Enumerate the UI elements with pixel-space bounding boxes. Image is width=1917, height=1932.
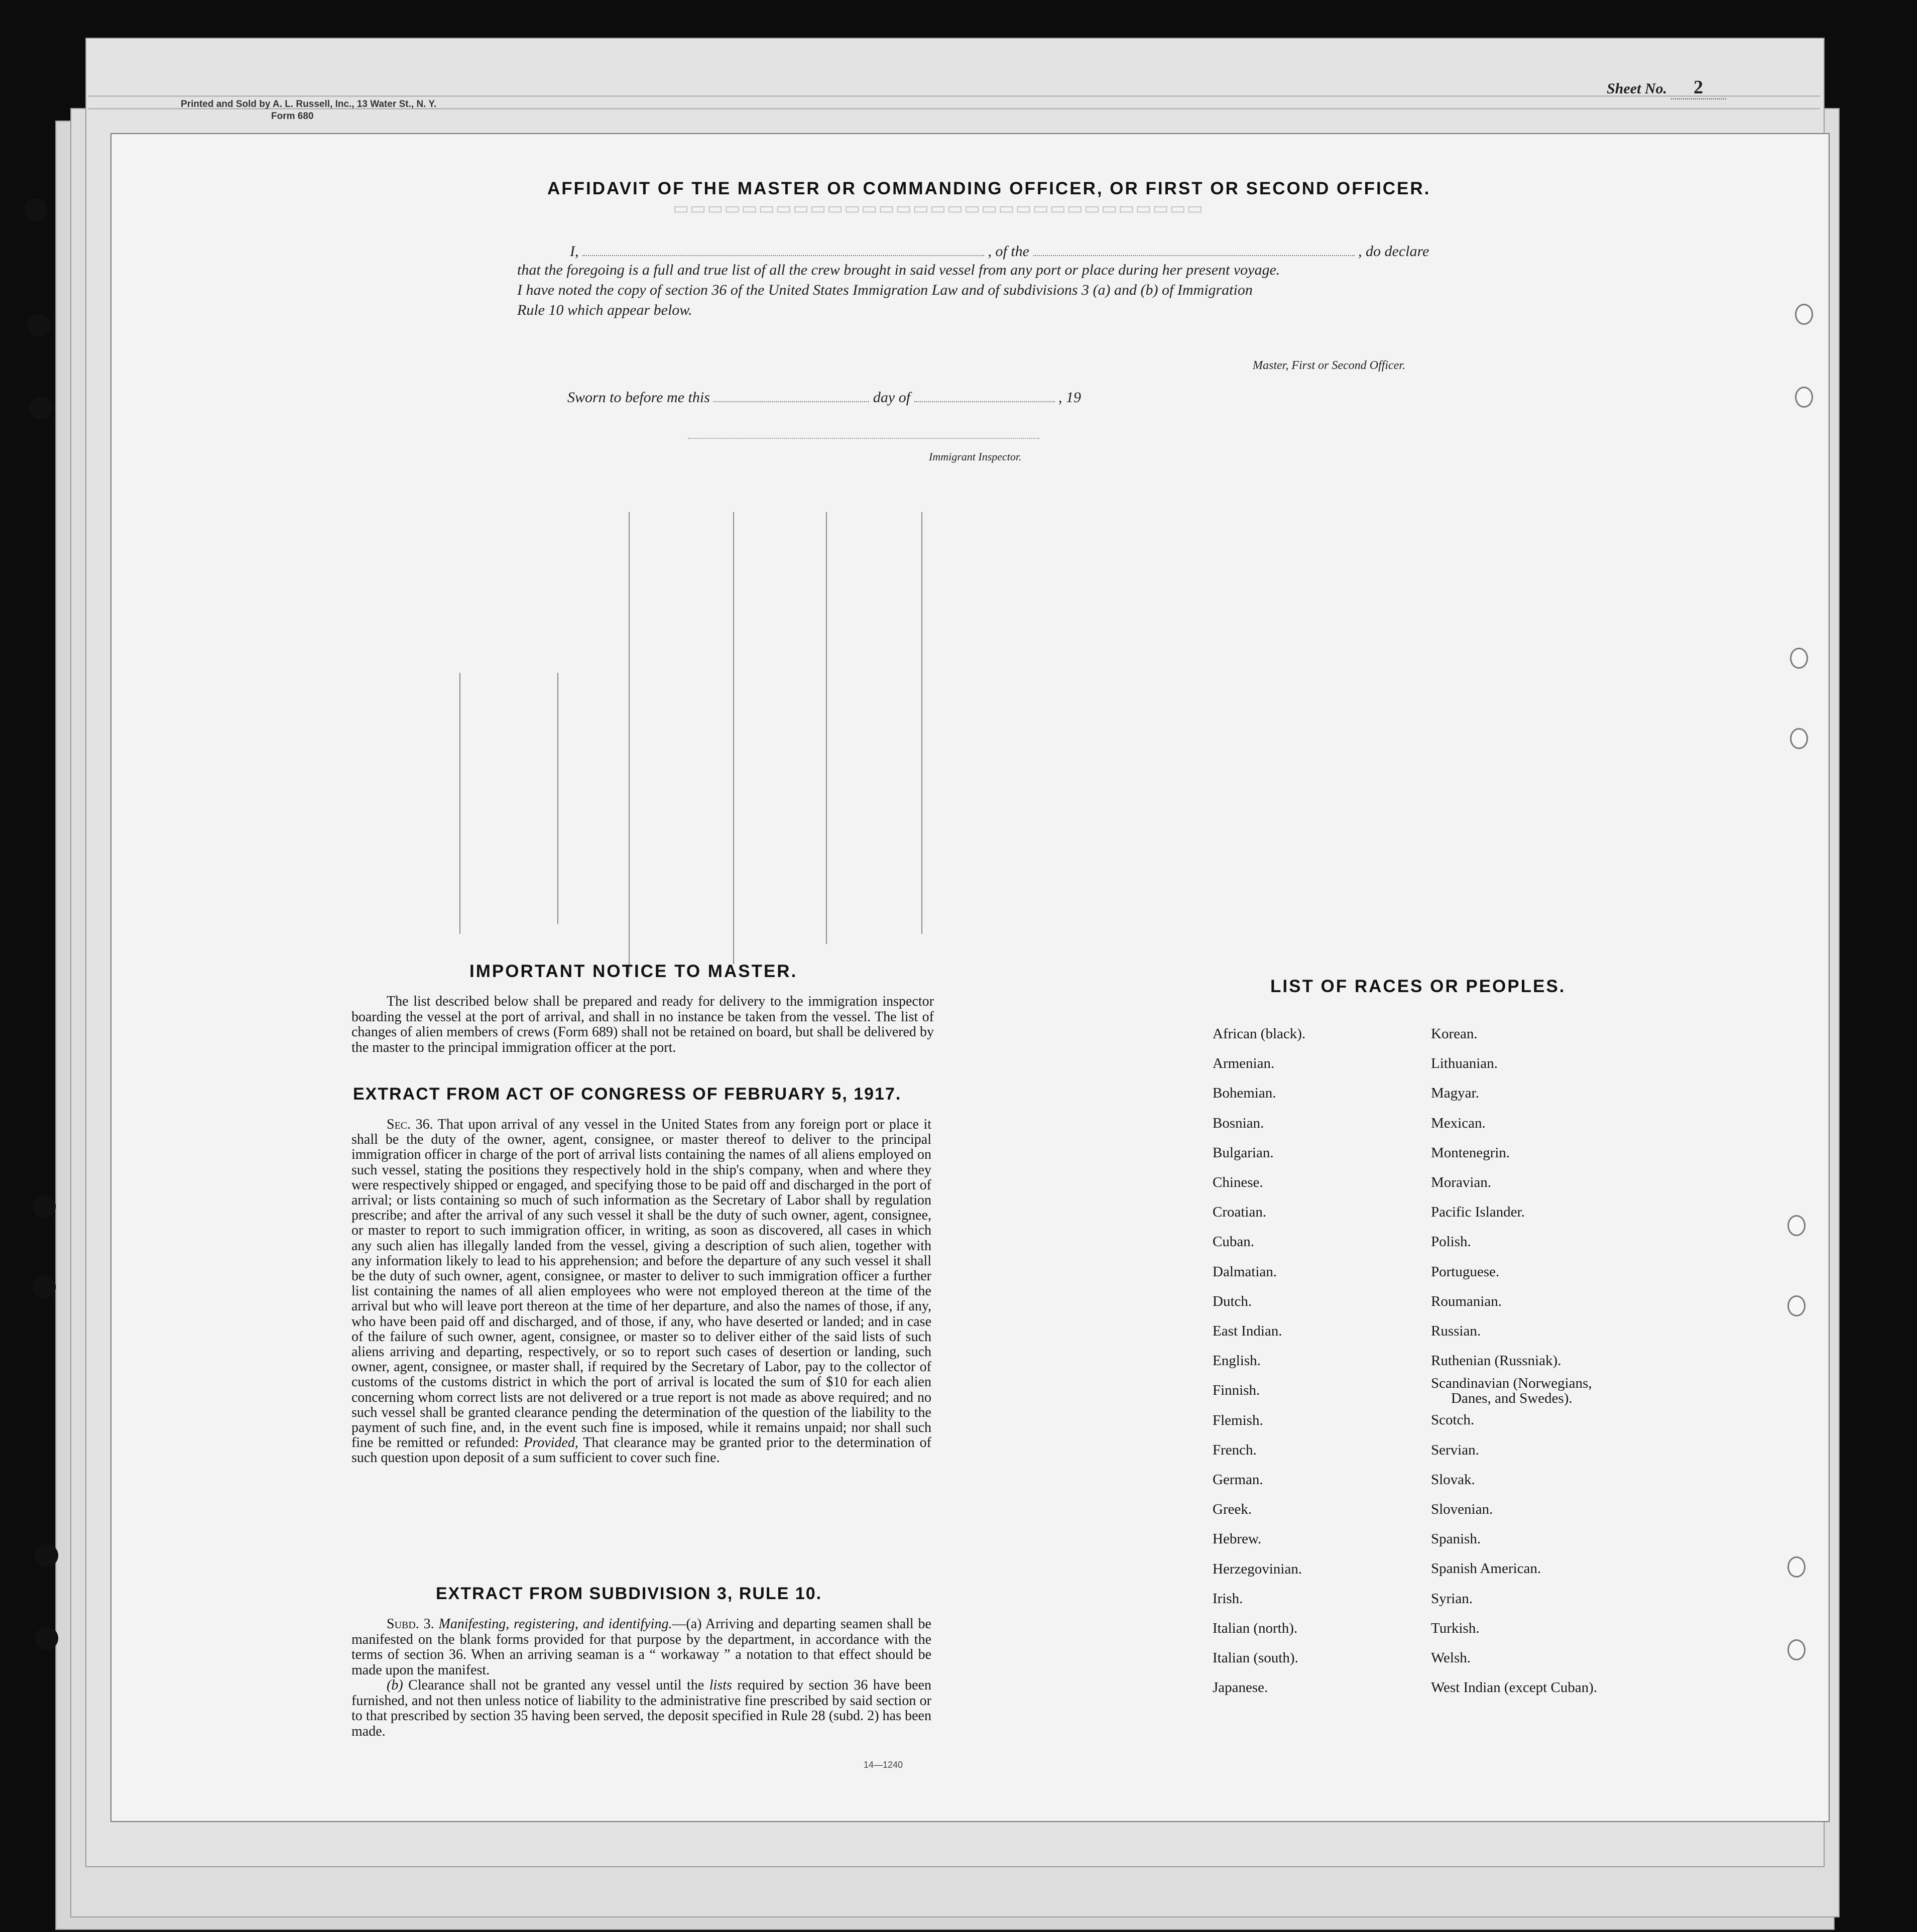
race-item: Pacific Islander. — [1431, 1204, 1525, 1221]
ring-hole — [1790, 648, 1808, 669]
affidavit-i: I, — [570, 243, 579, 260]
printer-line: Printed and Sold by A. L. Russell, Inc., 13 Water St., N. Y. — [181, 99, 437, 109]
race-item: Danes, and Swedes). — [1451, 1390, 1573, 1407]
race-item: Lithuanian. — [1431, 1055, 1498, 1072]
section-36-body: That upon arrival of any vessel in the United States from any foreign port or place it shall be the duty of the owner, agent, consignee, or master thereof to deliver to the principal immigration officer in charge of the port of arrival lists containing the names of all aliens employed on such vessel, stating the positions they respectively hold in the ship's company, when and where they were respectively shipped or engaged, and specifying those to be paid off and discharged in the port of arrival; or lists containing so much of such information as the Secretary of Labor shall by regulation prescribe; and after the arrival of any such vessel it shall be the duty of such owner, agent, consignee, or master to report to such immigration officer, in writing, as soon as discovered, all cases in which any such alien has illegally landed from the vessel, giving a description of such alien, together with any information likely to lead to his apprehension; and before the departure of any such vessel it shall be the duty of such owner, agent, consignee, or master to deliver to such immigration officer a further list containing the names of all alien employees who were not employed thereon at the time of the arrival but who will leave port thereon at the time of her departure, and also the names of those, if any, who have been paid off and discharged, and of those, if any, who have deserted or landed; and in case of the failure of such owner, agent, consignee, or master so to deliver either of the said lists of such aliens arriving and departing, respectively, or so to report such cases of desertion or landing, such owner, agent, consignee, or master shall, if required by the Secretary of Labor, pay to the collector of customs of the customs district in which the port of arrival is located the sum of $10 for each alien concerning whom correct lists are not delivered or a true report is not made as above required; and no such vessel shall be granted clearance pending the determination of the question of the liability to the payment of such fine, and, in the event such fine is imposed, while it remains unpaid; nor shall such fine be remitted or refunded: — [351, 1117, 931, 1451]
act-extract-title: EXTRACT FROM ACT OF CONGRESS OF FEBRUARY 5, 1917. — [353, 1084, 902, 1104]
sheet-number-value: 2 — [1671, 76, 1726, 99]
races-left-column — [1213, 1019, 1305, 1703]
subdivision-3-text — [351, 1617, 931, 1739]
race-item: Bohemian. — [1213, 1085, 1276, 1102]
race-item: Dutch. — [1213, 1293, 1252, 1309]
form-code: 14—1240 — [864, 1760, 903, 1770]
binder-hole — [24, 198, 47, 221]
race-item: Italian (north). — [1213, 1620, 1298, 1637]
race-item: Turkish. — [1431, 1620, 1480, 1636]
notice-title: IMPORTANT NOTICE TO MASTER. — [469, 961, 798, 981]
name-blank — [582, 242, 984, 256]
day-of-label: day of — [873, 389, 911, 406]
binder-hole — [33, 1275, 56, 1298]
race-item: Italian (south). — [1213, 1650, 1298, 1666]
race-item: Bosnian. — [1213, 1115, 1264, 1131]
race-item: Herzegovinian. — [1213, 1560, 1302, 1577]
race-item: Spanish. — [1431, 1531, 1481, 1547]
subd-a-body: Arriving and departing seamen shall be manifested on the blank forms provided for that purpose by the department, in accordance with the terms of section 36. When an arriving seaman is a “ workaway ” a notation to that effect should be made upon the manifest. — [351, 1616, 931, 1678]
notice-body: The list described below shall be prepared and ready for delivery to the immigration inspector boarding the vessel at the port of arrival, and shall in no instance be taken from the vessel. The list of changes of alien members of crews (Form 689) shall not be retained on board, but shall be delivered by the master to the principal immigration officer at the port. — [351, 994, 934, 1055]
affidavit-line-4: Rule 10 which appear below. — [517, 302, 692, 318]
sworn-label: Sworn to before me this — [567, 389, 710, 406]
printer-imprint — [181, 98, 436, 123]
affidavit-of-the: , of the — [988, 243, 1029, 260]
section-36-text — [351, 1117, 931, 1466]
race-item: Mexican. — [1431, 1115, 1486, 1131]
race-item: Korean. — [1431, 1026, 1478, 1042]
race-item: Armenian. — [1213, 1055, 1275, 1072]
race-item: Japanese. — [1213, 1679, 1268, 1696]
subd-b-body-1: Clearance shall not be granted any vessel until the — [408, 1677, 704, 1693]
race-item: Chinese. — [1213, 1174, 1263, 1191]
ring-hole — [1795, 304, 1813, 325]
ring-hole — [1790, 728, 1808, 749]
bleed-through-text: ▭▭▭▭▭▭▭▭▭▭▭▭▭▭▭▭▭▭▭▭▭▭▭▭▭▭▭▭▭▭▭ — [673, 199, 1204, 218]
race-item: East Indian. — [1213, 1323, 1282, 1340]
race-item: Finnish. — [1213, 1382, 1260, 1399]
ring-hole — [1795, 387, 1813, 408]
race-item: Hebrew. — [1213, 1531, 1262, 1547]
race-item: Dalmatian. — [1213, 1263, 1277, 1280]
race-item: Bulgarian. — [1213, 1144, 1274, 1161]
affidavit-body — [517, 260, 1481, 320]
affidavit-title: AFFIDAVIT OF THE MASTER OR COMMANDING OFFICER, OR FIRST OR SECOND OFFICER. — [547, 179, 1431, 198]
sheet-number — [1607, 76, 1726, 99]
race-item: Spanish American. — [1431, 1560, 1541, 1577]
race-item: Syrian. — [1431, 1590, 1473, 1607]
month-blank — [914, 388, 1055, 402]
faint-rule — [826, 512, 827, 944]
form-number: Form 680 — [271, 111, 314, 122]
subd-heading: Manifesting, registering, and identifying. — [438, 1616, 672, 1632]
inspector-signature-line — [688, 438, 1039, 439]
race-item: Cuban. — [1213, 1234, 1254, 1250]
race-item: French. — [1213, 1441, 1257, 1458]
race-item: Russian. — [1431, 1323, 1481, 1340]
day-blank — [713, 388, 869, 402]
affidavit-line-3: I have noted the copy of section 36 of the United States Immigration Law and of subdivisions 3 (a) and (b) of Immigration — [517, 282, 1253, 298]
year-label: , 19 — [1058, 389, 1082, 406]
race-item: Scotch. — [1431, 1412, 1475, 1428]
races-right-column — [1431, 1019, 1597, 1703]
binder-hole — [33, 1195, 56, 1218]
subd-b-label: (b) — [387, 1677, 403, 1693]
binder-hole — [35, 1544, 58, 1567]
sheet-edge — [88, 95, 1820, 97]
subd-b-body-2: required by section 36 have been furnished, and not then unless notice of liability to the administrative fine prescribed by said section or to that prescribed by section 35 having been served, the deposit specified in Rule 28 (subd. 2) has been made. — [351, 1677, 932, 1739]
race-item: West Indian (except Cuban). — [1431, 1679, 1598, 1696]
race-item: Croatian. — [1213, 1204, 1267, 1221]
faint-rule — [557, 673, 558, 924]
sworn-line — [567, 388, 1081, 406]
race-item: Montenegrin. — [1431, 1144, 1510, 1161]
race-item: Portuguese. — [1431, 1263, 1500, 1280]
faint-rule — [629, 512, 630, 974]
race-item: Moravian. — [1431, 1174, 1491, 1191]
inspector-label: Immigrant Inspector. — [929, 450, 1022, 463]
race-item: Polish. — [1431, 1234, 1471, 1250]
race-item: Irish. — [1213, 1590, 1243, 1607]
race-item: Slovak. — [1431, 1471, 1475, 1488]
faint-rule — [733, 512, 734, 964]
faint-rule — [921, 512, 922, 934]
race-item: Slovenian. — [1431, 1501, 1493, 1518]
provided-word: Provided, — [524, 1435, 578, 1451]
race-item: Scandinavian (Norwegians, — [1431, 1375, 1592, 1392]
subdivision-a — [351, 1617, 931, 1678]
binder-hole — [28, 314, 51, 337]
subd-a-label: —(a) — [672, 1616, 702, 1632]
vessel-blank — [1033, 242, 1355, 256]
race-item: Magyar. — [1431, 1085, 1479, 1102]
race-item: Roumanian. — [1431, 1293, 1502, 1309]
subd-label: Subd. 3. — [387, 1616, 434, 1632]
ring-hole — [1787, 1556, 1806, 1578]
rule-extract-title: EXTRACT FROM SUBDIVISION 3, RULE 10. — [436, 1584, 822, 1603]
ring-hole — [1787, 1295, 1806, 1316]
binder-hole — [29, 397, 52, 420]
race-item: African (black). — [1213, 1026, 1306, 1042]
race-item: Welsh. — [1431, 1650, 1471, 1666]
race-item: English. — [1213, 1353, 1261, 1369]
sheet-number-label: Sheet No. — [1607, 80, 1667, 97]
race-item: German. — [1213, 1472, 1263, 1488]
races-title: LIST OF RACES OR PEOPLES. — [1270, 977, 1566, 996]
race-item: Greek. — [1213, 1501, 1252, 1518]
section-36-end: That clearance may be granted prior to the determination of such question upon deposit of a sum sufficient to cover such fine. — [351, 1435, 931, 1466]
ring-hole — [1787, 1215, 1806, 1236]
section-label: Sec. 36. — [387, 1117, 433, 1132]
binder-hole — [35, 1627, 58, 1650]
subdivision-b — [351, 1678, 931, 1739]
ring-hole — [1787, 1639, 1806, 1660]
race-item: Servian. — [1431, 1441, 1479, 1458]
subd-b-lists: lists — [709, 1677, 732, 1693]
faint-rule — [459, 673, 460, 934]
affidavit-line-1 — [570, 242, 1429, 260]
race-item: Ruthenian (Russniak). — [1431, 1353, 1562, 1369]
master-signature-label: Master, First or Second Officer. — [1253, 359, 1405, 372]
race-item: Flemish. — [1213, 1412, 1263, 1428]
affidavit-do-declare: , do declare — [1358, 243, 1429, 260]
affidavit-line-2: that the foregoing is a full and true list of all the crew brought in said vessel from any port or place during her present voyage. — [517, 262, 1280, 278]
